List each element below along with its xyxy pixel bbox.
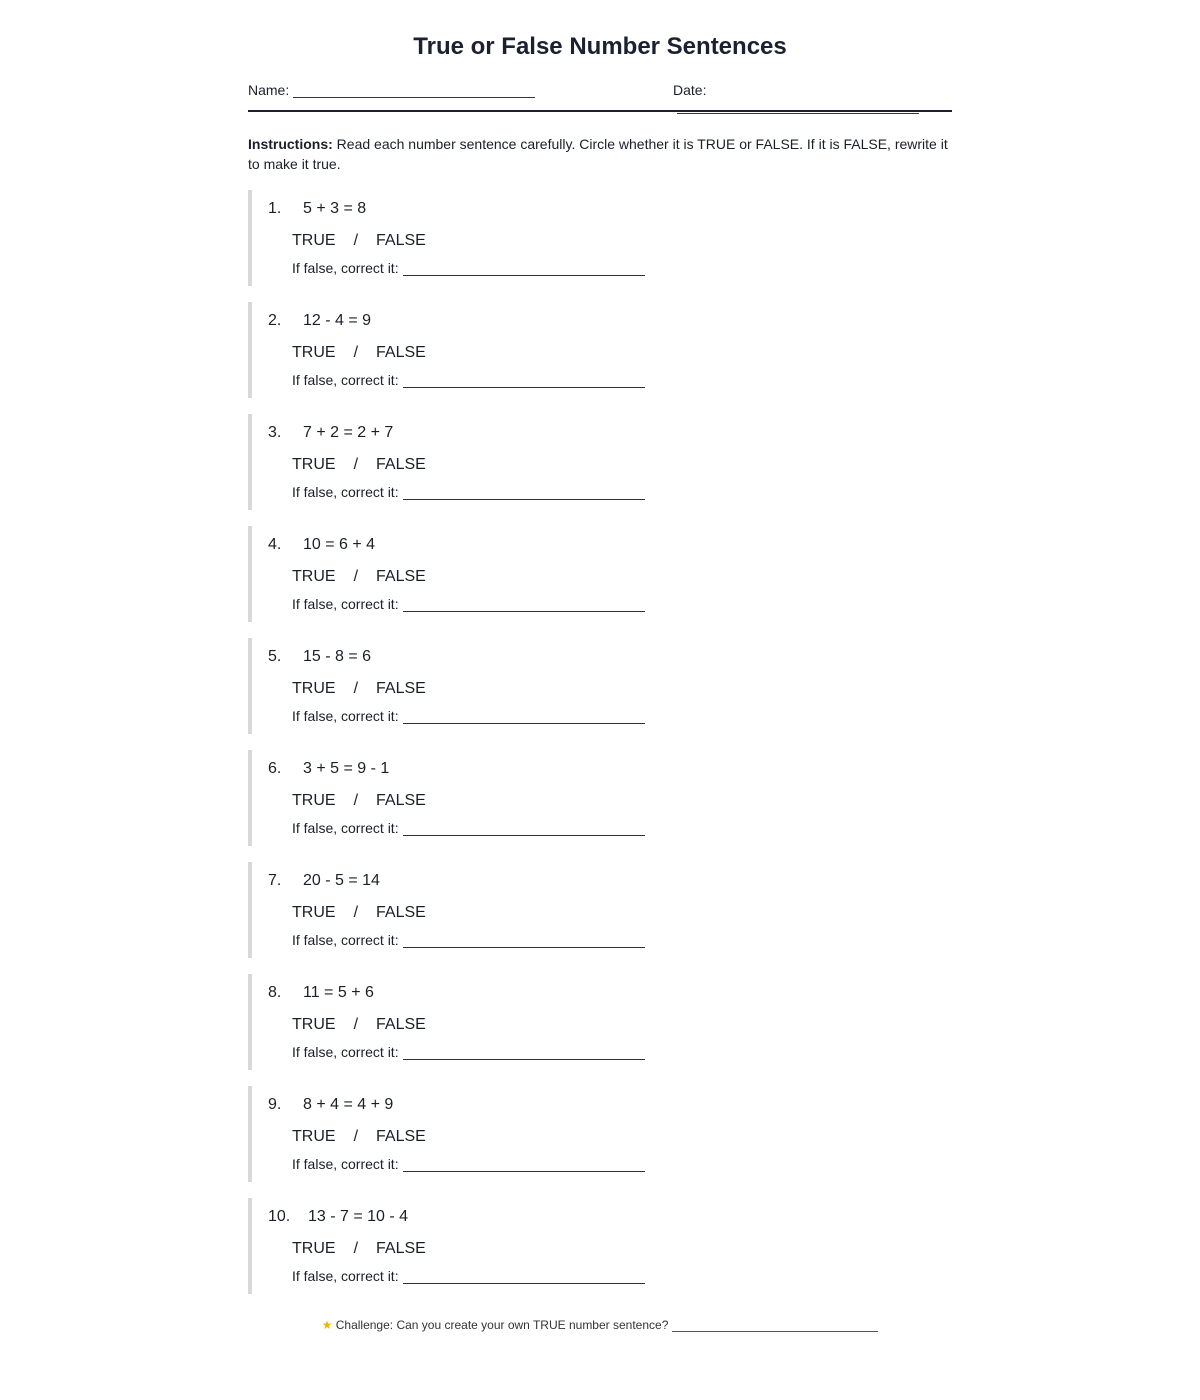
date-field[interactable] <box>673 82 952 114</box>
number-sentence: 10 = 6 + 4 <box>303 536 376 553</box>
correction-label: If false, correct it: <box>292 1268 399 1284</box>
problem-item <box>248 1086 952 1182</box>
choice-separator: / <box>353 1240 359 1257</box>
true-false-choice <box>292 232 426 250</box>
true-option[interactable]: TRUE <box>292 1128 336 1145</box>
problem-number: 1. <box>268 200 282 217</box>
false-option[interactable]: FALSE <box>376 680 426 697</box>
correction-label: If false, correct it: <box>292 372 399 388</box>
false-option[interactable]: FALSE <box>376 1016 426 1033</box>
true-false-choice <box>292 792 426 810</box>
problem-number: 8. <box>268 984 282 1001</box>
correction-label: If false, correct it: <box>292 1044 399 1060</box>
true-false-choice <box>292 344 426 362</box>
true-false-choice <box>292 904 426 922</box>
correction-field[interactable] <box>292 484 645 500</box>
false-option[interactable]: FALSE <box>376 568 426 585</box>
true-option[interactable]: TRUE <box>292 1240 336 1257</box>
problem-item <box>248 302 952 398</box>
challenge-text: Challenge: Can you create your own TRUE number sentence? <box>335 1318 669 1332</box>
choice-separator: / <box>353 1128 359 1145</box>
correction-blank-line[interactable] <box>403 374 645 388</box>
true-false-choice <box>292 1016 426 1034</box>
problem-number: 2. <box>268 312 282 329</box>
correction-blank-line[interactable] <box>403 1270 645 1284</box>
number-sentence: 7 + 2 = 2 + 7 <box>303 424 394 441</box>
name-label: Name: <box>248 82 290 98</box>
problem-item <box>248 414 952 510</box>
problem-item <box>248 638 952 734</box>
choice-separator: / <box>353 232 359 249</box>
true-option[interactable]: TRUE <box>292 792 336 809</box>
correction-blank-line[interactable] <box>403 598 645 612</box>
true-false-choice <box>292 568 426 586</box>
correction-field[interactable] <box>292 260 645 276</box>
name-blank-line[interactable] <box>293 83 535 98</box>
problem-item <box>248 862 952 958</box>
correction-field[interactable] <box>292 932 645 948</box>
choice-separator: / <box>353 344 359 361</box>
correction-blank-line[interactable] <box>403 486 645 500</box>
true-false-choice <box>292 1240 426 1258</box>
correction-label: If false, correct it: <box>292 932 399 948</box>
problem-item <box>248 974 952 1070</box>
instructions-label: Instructions: <box>248 136 333 152</box>
date-blank-line[interactable] <box>677 99 919 114</box>
problem-number: 9. <box>268 1096 282 1113</box>
true-option[interactable]: TRUE <box>292 232 336 249</box>
problem-number: 7. <box>268 872 282 889</box>
student-info-row <box>248 80 952 112</box>
number-sentence: 8 + 4 = 4 + 9 <box>303 1096 394 1113</box>
number-sentence: 20 - 5 = 14 <box>303 872 380 889</box>
choice-separator: / <box>353 456 359 473</box>
false-option[interactable]: FALSE <box>376 456 426 473</box>
true-option[interactable]: TRUE <box>292 568 336 585</box>
correction-blank-line[interactable] <box>403 1046 645 1060</box>
correction-field[interactable] <box>292 1268 645 1284</box>
challenge-blank-line[interactable] <box>672 1320 878 1332</box>
problem-number: 4. <box>268 536 282 553</box>
correction-label: If false, correct it: <box>292 708 399 724</box>
correction-field[interactable] <box>292 820 645 836</box>
number-sentence: 5 + 3 = 8 <box>303 200 367 217</box>
problem-item <box>248 1198 952 1294</box>
number-sentence: 15 - 8 = 6 <box>303 648 372 665</box>
true-option[interactable]: TRUE <box>292 344 336 361</box>
correction-blank-line[interactable] <box>403 822 645 836</box>
correction-blank-line[interactable] <box>403 1158 645 1172</box>
false-option[interactable]: FALSE <box>376 232 426 249</box>
true-option[interactable]: TRUE <box>292 1016 336 1033</box>
problem-item <box>248 526 952 622</box>
false-option[interactable]: FALSE <box>376 904 426 921</box>
correction-blank-line[interactable] <box>403 934 645 948</box>
true-false-choice <box>292 680 426 698</box>
choice-separator: / <box>353 792 359 809</box>
correction-label: If false, correct it: <box>292 484 399 500</box>
correction-field[interactable] <box>292 372 645 388</box>
number-sentence: 11 = 5 + 6 <box>303 984 374 1001</box>
correction-blank-line[interactable] <box>403 262 645 276</box>
number-sentence: 3 + 5 = 9 - 1 <box>303 760 390 777</box>
choice-separator: / <box>353 568 359 585</box>
problem-number: 6. <box>268 760 282 777</box>
date-label: Date: <box>673 82 707 98</box>
number-sentence: 13 - 7 = 10 - 4 <box>308 1208 409 1225</box>
true-option[interactable]: TRUE <box>292 904 336 921</box>
challenge-prompt <box>0 1318 1200 1332</box>
problem-number: 10. <box>268 1208 291 1225</box>
correction-field[interactable] <box>292 1044 645 1060</box>
number-sentence: 12 - 4 = 9 <box>303 312 372 329</box>
false-option[interactable]: FALSE <box>376 792 426 809</box>
problem-item <box>248 750 952 846</box>
problem-number: 5. <box>268 648 282 665</box>
true-false-choice <box>292 456 426 474</box>
true-false-choice <box>292 1128 426 1146</box>
page-title: True or False Number Sentences <box>413 33 787 60</box>
name-field[interactable] <box>248 82 535 98</box>
instructions <box>248 134 952 174</box>
choice-separator: / <box>353 1016 359 1033</box>
correction-field[interactable] <box>292 708 645 724</box>
correction-label: If false, correct it: <box>292 1156 399 1172</box>
false-option[interactable]: FALSE <box>376 344 426 361</box>
correction-field[interactable] <box>292 1156 645 1172</box>
correction-label: If false, correct it: <box>292 596 399 612</box>
false-option[interactable]: FALSE <box>376 1240 426 1257</box>
choice-separator: / <box>353 680 359 697</box>
problem-number: 3. <box>268 424 282 441</box>
problem-item <box>248 190 952 286</box>
problem-list <box>248 190 952 1310</box>
correction-label: If false, correct it: <box>292 820 399 836</box>
true-option[interactable]: TRUE <box>292 680 336 697</box>
star-icon: ★ <box>321 1318 333 1332</box>
correction-blank-line[interactable] <box>403 710 645 724</box>
choice-separator: / <box>353 904 359 921</box>
false-option[interactable]: FALSE <box>376 1128 426 1145</box>
instructions-text: Read each number sentence carefully. Circle whether it is TRUE or FALSE. If it is FALSE, rewrite it to make it true. <box>248 136 948 172</box>
correction-label: If false, correct it: <box>292 260 399 276</box>
true-option[interactable]: TRUE <box>292 456 336 473</box>
correction-field[interactable] <box>292 596 645 612</box>
